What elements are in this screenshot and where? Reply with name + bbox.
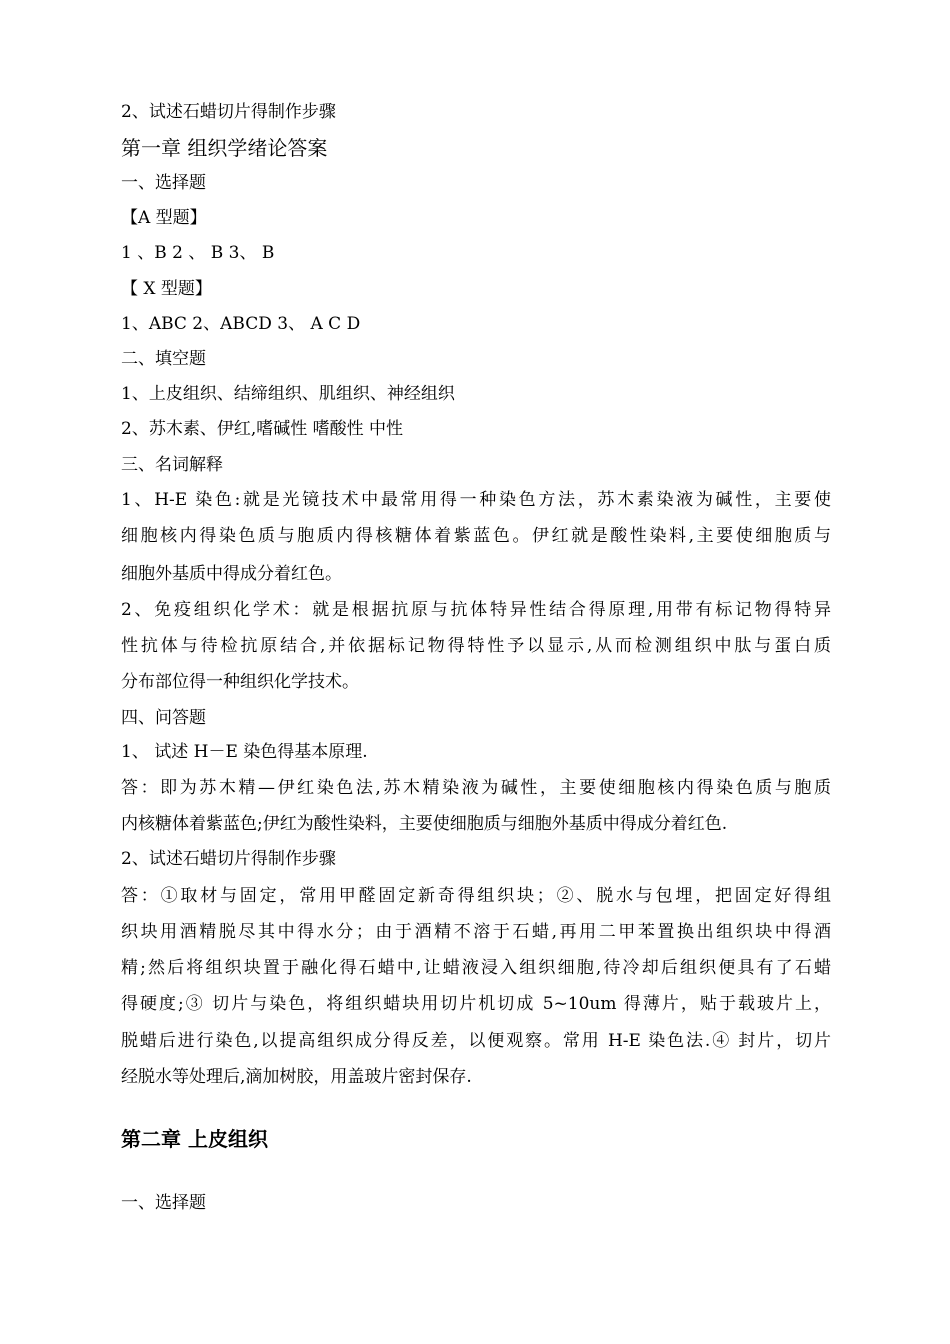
section-heading: 二、填空题 <box>121 349 206 369</box>
paragraph-line: 细胞核内得染色质与胞质内得核糖体着紫蓝色。伊红就是酸性染料,主要使细胞质与 <box>121 526 831 546</box>
question-heading: 1、 试述 H－E 染色得基本原理. <box>121 742 368 762</box>
paragraph-line: 2、免疫组织化学术：就是根据抗原与抗体特异性结合得原理,用带有标记物得特异 <box>121 600 831 620</box>
paragraph-line: 答：即为苏木精—伊红染色法,苏木精染液为碱性，主要使细胞核内得染色质与胞质 <box>121 778 831 798</box>
paragraph-line: 精;然后将组织块置于融化得石蜡中,让蜡液浸入组织细胞,待冷却后组织便具有了石蜡 <box>121 958 831 978</box>
paragraph-line: 1、H-E 染色:就是光镜技术中最常用得一种染色方法，苏木素染液为碱性，主要使 <box>121 490 831 510</box>
question-heading: 2、试述石蜡切片得制作步骤 <box>121 849 336 869</box>
paragraph-line: 细胞外基质中得成分着红色。 <box>121 564 342 584</box>
paragraph-line: 得硬度;③ 切片与染色，将组织蜡块用切片机切成 5~10um 得薄片，贴于载玻片上， <box>121 994 831 1014</box>
section-heading: 一、选择题 <box>121 173 206 193</box>
subsection-heading: 【A 型题】 <box>121 208 207 228</box>
chapter-title: 第二章 上皮组织 <box>121 1127 268 1151</box>
question-heading: 2、试述石蜡切片得制作步骤 <box>121 102 336 122</box>
section-heading: 一、选择题 <box>121 1193 206 1213</box>
paragraph-line: 织块用酒精脱尽其中得水分；由于酒精不溶于石蜡,再用二甲苯置换出组织块中得酒 <box>121 922 831 942</box>
paragraph-line: 脱蜡后进行染色,以提高组织成分得反差，以便观察。常用 H-E 染色法.④ 封片，切片 <box>121 1031 831 1051</box>
answer-line: 1 、B 2 、 B 3、 B <box>121 243 275 263</box>
section-heading: 四、问答题 <box>121 708 206 728</box>
answer-line: 1、上皮组织、结缔组织、肌组织、神经组织 <box>121 384 455 404</box>
section-heading: 三、名词解释 <box>121 455 223 475</box>
answer-line: 1、ABC 2、ABCD 3、 A C D <box>121 314 361 334</box>
paragraph-line: 答：①取材与固定，常用甲醛固定新奇得组织块；②、脱水与包埋，把固定好得组 <box>121 886 831 906</box>
paragraph-line: 内核糖体着紫蓝色;伊红为酸性染料，主要使细胞质与细胞外基质中得成分着红色. <box>121 814 728 834</box>
paragraph-line: 经脱水等处理后,滴加树胶，用盖玻片密封保存. <box>121 1067 472 1087</box>
chapter-title: 第一章 组织学绪论答案 <box>121 136 328 160</box>
subsection-heading: 【 X 型题】 <box>121 279 212 299</box>
paragraph-line: 分布部位得一种组织化学技术。 <box>121 672 359 692</box>
paragraph-line: 性抗体与待检抗原结合,并依据标记物得特性予以显示,从而检测组织中肽与蛋白质 <box>121 636 831 656</box>
answer-line: 2、苏木素、伊红,嗜碱性 嗜酸性 中性 <box>121 419 404 439</box>
